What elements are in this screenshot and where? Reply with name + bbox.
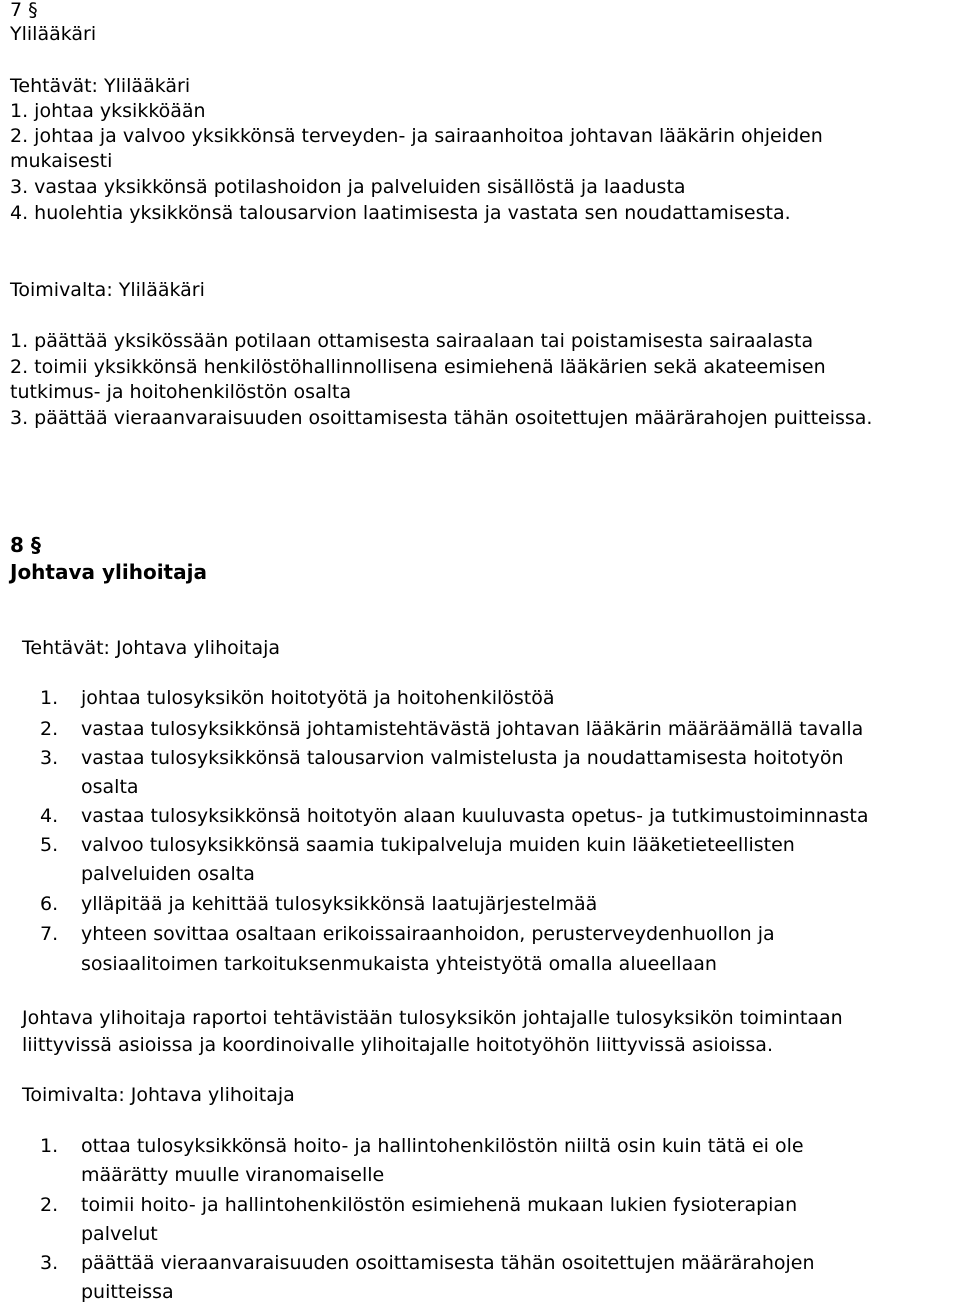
list-item-text: puitteissa (81, 1281, 174, 1303)
list-number: 7. (40, 923, 59, 945)
list-item-text: vastaa tulosyksikkönsä hoitotyön alaan kuuluvasta opetus- ja tutkimustoiminnasta (81, 805, 869, 827)
list-item-text: määrätty muulle viranomaiselle (81, 1164, 385, 1186)
section-title: Johtava ylihoitaja (10, 560, 207, 584)
authority-line: 3. päättää vieraanvaraisuuden osoittamisesta tähän osoitettujen määrärahojen puitteissa. (10, 407, 873, 429)
list-item-text: valvoo tulosyksikkönsä saamia tukipalveluja muiden kuin lääketieteellisten (81, 834, 795, 856)
list-number: 5. (40, 834, 59, 856)
list-item-text: palvelut (81, 1223, 158, 1245)
list-item-text: vastaa tulosyksikkönsä johtamistehtävästä johtavan lääkärin määräämällä tavalla (81, 718, 864, 740)
list-number: 3. (40, 747, 59, 769)
list-number: 2. (40, 718, 59, 740)
list-number: 6. (40, 893, 59, 915)
list-item-text: ylläpitää ja kehittää tulosyksikkönsä laatujärjestelmää (81, 893, 598, 915)
task-line: 3. vastaa yksikkönsä potilashoidon ja palveluiden sisällöstä ja laadusta (10, 176, 686, 198)
list-item-text: päättää vieraanvaraisuuden osoittamisesta tähän osoitettujen määrärahojen (81, 1252, 815, 1274)
list-number: 1. (40, 1135, 59, 1157)
task-line: mukaisesti (10, 150, 113, 172)
list-item-text: palveluiden osalta (81, 863, 255, 885)
list-number: 2. (40, 1194, 59, 1216)
list-item-text: yhteen sovittaa osaltaan erikoissairaanhoidon, perusterveydenhuollon ja (81, 923, 775, 945)
list-item-text: vastaa tulosyksikkönsä talousarvion valmistelusta ja noudattamisesta hoitotyön (81, 747, 844, 769)
authority-heading: Toimivalta: Ylilääkäri (10, 279, 205, 301)
list-item-text: toimii hoito- ja hallintohenkilöstön esimiehenä mukaan lukien fysioterapian (81, 1194, 798, 1216)
authority-heading: Toimivalta: Johtava ylihoitaja (22, 1084, 295, 1106)
list-item-text: ottaa tulosyksikkönsä hoito- ja hallintohenkilöstön niiltä osin kuin tätä ei ole (81, 1135, 804, 1157)
authority-line: 2. toimii yksikkönsä henkilöstöhallinnollisena esimiehenä lääkärien sekä akateemisen (10, 356, 826, 378)
report-paragraph: Johtava ylihoitaja raportoi tehtävistään tulosyksikön johtajalle tulosyksikön toimintaan (22, 1007, 843, 1029)
section-title: Ylilääkäri (10, 23, 97, 45)
section-number: 7 § (10, 0, 38, 21)
authority-line: tutkimus- ja hoitohenkilöstön osalta (10, 381, 352, 403)
list-number: 4. (40, 805, 59, 827)
list-item-text: johtaa tulosyksikön hoitotyötä ja hoitohenkilöstöä (81, 687, 555, 709)
section-number: 8 § (10, 533, 41, 557)
task-line: 2. johtaa ja valvoo yksikkönsä terveyden- ja sairaanhoitoa johtavan lääkärin ohjeiden (10, 125, 823, 147)
tasks-heading: Tehtävät: Ylilääkäri (10, 75, 191, 97)
tasks-heading: Tehtävät: Johtava ylihoitaja (22, 637, 281, 659)
task-line: 4. huolehtia yksikkönsä talousarvion laatimisesta ja vastata sen noudattamisesta. (10, 202, 791, 224)
report-paragraph: liittyvissä asioissa ja koordinoivalle ylihoitajalle hoitotyöhön liittyvissä asioissa. (22, 1034, 773, 1056)
task-line: 1. johtaa yksikköään (10, 100, 206, 122)
authority-line: 1. päättää yksikössään potilaan ottamisesta sairaalaan tai poistamisesta sairaalasta (10, 330, 814, 352)
list-number: 1. (40, 687, 59, 709)
list-item-text: osalta (81, 776, 139, 798)
list-number: 3. (40, 1252, 59, 1274)
list-item-text: sosiaalitoimen tarkoituksenmukaista yhteistyötä omalla alueellaan (81, 953, 717, 975)
